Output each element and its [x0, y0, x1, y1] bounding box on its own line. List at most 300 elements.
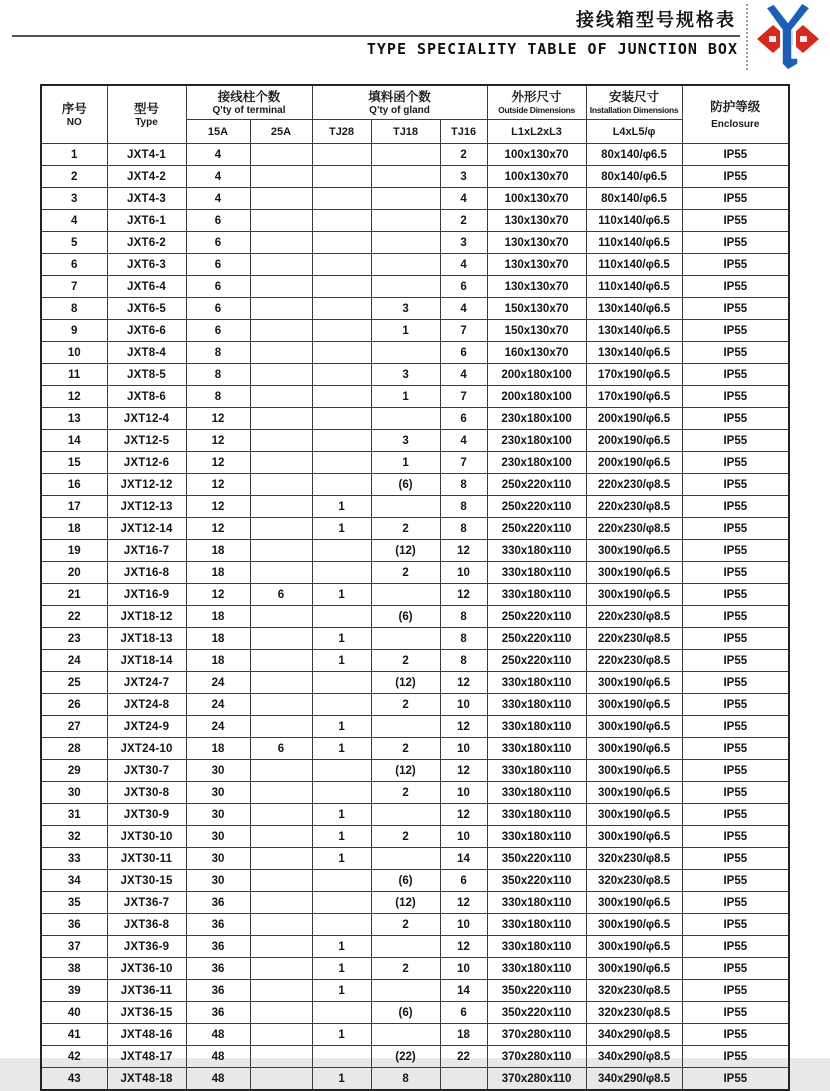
cell-no: 10 [41, 342, 107, 364]
cell-tj28 [312, 408, 371, 430]
cell-install-dim: 300x190/φ6.5 [586, 804, 682, 826]
cell-outside-dim: 330x180x110 [487, 760, 586, 782]
cell-outside-dim: 330x180x110 [487, 584, 586, 606]
cell-tj28 [312, 166, 371, 188]
table-row [41, 166, 789, 188]
cell-25a [250, 1002, 312, 1024]
cell-tj16: 10 [440, 738, 487, 760]
cell-enclosure: IP55 [682, 430, 789, 452]
cell-no: 21 [41, 584, 107, 606]
cell-enclosure: IP55 [682, 452, 789, 474]
cell-install-dim: 110x140/φ6.5 [586, 276, 682, 298]
cell-tj16: 14 [440, 980, 487, 1002]
table-row [41, 518, 789, 540]
table-row [41, 452, 789, 474]
table-row [41, 188, 789, 210]
cell-tj18 [371, 584, 440, 606]
cell-tj18: 2 [371, 694, 440, 716]
cell-25a [250, 188, 312, 210]
cell-type: JXT12-6 [107, 452, 186, 474]
col-group-terminal-en: Q'ty of terminal [212, 104, 286, 116]
page-title-english: TYPE SPECIALITY TABLE OF JUNCTION BOX [366, 40, 738, 58]
cell-tj18: 2 [371, 518, 440, 540]
cell-25a [250, 672, 312, 694]
cell-tj18: (12) [371, 672, 440, 694]
cell-outside-dim: 100x130x70 [487, 166, 586, 188]
cell-no: 5 [41, 232, 107, 254]
cell-type: JXT4-2 [107, 166, 186, 188]
cell-enclosure: IP55 [682, 386, 789, 408]
cell-no: 38 [41, 958, 107, 980]
cell-25a [250, 958, 312, 980]
table-row [41, 738, 789, 760]
cell-outside-dim: 250x220x110 [487, 628, 586, 650]
cell-type: JXT16-8 [107, 562, 186, 584]
cell-type: JXT12-4 [107, 408, 186, 430]
cell-tj16: 6 [440, 276, 487, 298]
cell-install-dim: 110x140/φ6.5 [586, 254, 682, 276]
cell-enclosure: IP55 [682, 848, 789, 870]
cell-tj28 [312, 1046, 371, 1068]
cell-15a: 4 [186, 188, 250, 210]
cell-no: 27 [41, 716, 107, 738]
cell-install-dim: 300x190/φ6.5 [586, 760, 682, 782]
table-row [41, 540, 789, 562]
cell-tj28: 1 [312, 980, 371, 1002]
col-header-tj16: TJ16 [440, 120, 487, 144]
table-row [41, 914, 789, 936]
col-header-enclosure [682, 85, 789, 144]
cell-25a [250, 914, 312, 936]
cell-25a: 6 [250, 738, 312, 760]
cell-install-dim: 80x140/φ6.5 [586, 188, 682, 210]
cell-15a: 6 [186, 232, 250, 254]
cell-15a: 18 [186, 606, 250, 628]
cell-tj18 [371, 232, 440, 254]
cell-enclosure: IP55 [682, 694, 789, 716]
cell-type: JXT6-3 [107, 254, 186, 276]
table-row [41, 584, 789, 606]
cell-tj28 [312, 782, 371, 804]
cell-install-dim: 200x190/φ6.5 [586, 408, 682, 430]
cell-enclosure: IP55 [682, 716, 789, 738]
cell-15a: 12 [186, 408, 250, 430]
table-row [41, 870, 789, 892]
cell-enclosure: IP55 [682, 540, 789, 562]
cell-type: JXT36-8 [107, 914, 186, 936]
cell-tj18 [371, 980, 440, 1002]
cell-15a: 8 [186, 364, 250, 386]
table-row [41, 320, 789, 342]
cell-15a: 12 [186, 496, 250, 518]
cell-no: 42 [41, 1046, 107, 1068]
cell-tj18: 1 [371, 452, 440, 474]
cell-tj18: 3 [371, 364, 440, 386]
table-row [41, 628, 789, 650]
brand-logo-icon [752, 2, 824, 72]
cell-tj28 [312, 562, 371, 584]
cell-tj28 [312, 320, 371, 342]
cell-25a [250, 474, 312, 496]
cell-no: 17 [41, 496, 107, 518]
table-row [41, 232, 789, 254]
cell-25a [250, 320, 312, 342]
cell-15a: 12 [186, 430, 250, 452]
cell-tj18 [371, 804, 440, 826]
cell-outside-dim: 100x130x70 [487, 188, 586, 210]
cell-type: JXT6-6 [107, 320, 186, 342]
cell-tj16: 4 [440, 254, 487, 276]
cell-15a: 18 [186, 628, 250, 650]
cell-type: JXT12-12 [107, 474, 186, 496]
cell-tj18: (6) [371, 1002, 440, 1024]
cell-no: 37 [41, 936, 107, 958]
cell-install-dim: 300x190/φ6.5 [586, 826, 682, 848]
cell-install-dim: 300x190/φ6.5 [586, 738, 682, 760]
table-row [41, 210, 789, 232]
table-row [41, 408, 789, 430]
cell-15a: 30 [186, 848, 250, 870]
cell-25a [250, 562, 312, 584]
cell-25a [250, 716, 312, 738]
cell-25a [250, 650, 312, 672]
cell-outside-dim: 330x180x110 [487, 826, 586, 848]
cell-tj18: 8 [371, 1068, 440, 1091]
cell-no: 3 [41, 188, 107, 210]
cell-install-dim: 320x230/φ8.5 [586, 870, 682, 892]
cell-install-dim: 220x230/φ8.5 [586, 606, 682, 628]
cell-25a [250, 1024, 312, 1046]
cell-tj18: 2 [371, 958, 440, 980]
cell-tj18 [371, 936, 440, 958]
col-header-outside-zh: 外形尺寸 [511, 90, 562, 104]
col-header-tj18: TJ18 [371, 120, 440, 144]
cell-outside-dim: 350x220x110 [487, 980, 586, 1002]
cell-tj16: 6 [440, 1002, 487, 1024]
col-header-no-en: NO [66, 116, 82, 128]
cell-no: 33 [41, 848, 107, 870]
cell-tj16: 12 [440, 936, 487, 958]
cell-enclosure: IP55 [682, 276, 789, 298]
cell-15a: 30 [186, 870, 250, 892]
table-row [41, 1024, 789, 1046]
cell-tj16: 12 [440, 584, 487, 606]
cell-no: 13 [41, 408, 107, 430]
spec-table-container [40, 84, 790, 1091]
cell-tj28: 1 [312, 848, 371, 870]
cell-tj28 [312, 474, 371, 496]
cell-install-dim: 300x190/φ6.5 [586, 694, 682, 716]
cell-no: 18 [41, 518, 107, 540]
table-row [41, 936, 789, 958]
cell-15a: 30 [186, 782, 250, 804]
cell-15a: 30 [186, 804, 250, 826]
cell-install-dim: 320x230/φ8.5 [586, 1002, 682, 1024]
cell-tj28 [312, 914, 371, 936]
cell-tj28: 1 [312, 518, 371, 540]
cell-15a: 18 [186, 562, 250, 584]
cell-tj28 [312, 892, 371, 914]
cell-no: 32 [41, 826, 107, 848]
table-row [41, 672, 789, 694]
cell-outside-dim: 250x220x110 [487, 606, 586, 628]
table-row [41, 342, 789, 364]
table-row [41, 716, 789, 738]
cell-15a: 48 [186, 1024, 250, 1046]
cell-15a: 30 [186, 760, 250, 782]
cell-install-dim: 340x290/φ8.5 [586, 1046, 682, 1068]
cell-outside-dim: 330x180x110 [487, 694, 586, 716]
cell-tj28: 1 [312, 958, 371, 980]
cell-15a: 12 [186, 452, 250, 474]
cell-25a [250, 342, 312, 364]
cell-tj28: 1 [312, 496, 371, 518]
cell-install-dim: 320x230/φ8.5 [586, 848, 682, 870]
cell-install-dim: 320x230/φ8.5 [586, 980, 682, 1002]
cell-type: JXT30-9 [107, 804, 186, 826]
cell-type: JXT8-5 [107, 364, 186, 386]
cell-type: JXT36-15 [107, 1002, 186, 1024]
cell-outside-dim: 200x180x100 [487, 386, 586, 408]
cell-type: JXT30-11 [107, 848, 186, 870]
cell-install-dim: 300x190/φ6.5 [586, 914, 682, 936]
cell-type: JXT36-7 [107, 892, 186, 914]
cell-tj28: 1 [312, 826, 371, 848]
cell-install-dim: 130x140/φ6.5 [586, 298, 682, 320]
cell-no: 19 [41, 540, 107, 562]
cell-tj18: 2 [371, 650, 440, 672]
cell-25a [250, 782, 312, 804]
cell-15a: 12 [186, 584, 250, 606]
cell-install-dim: 340x290/φ8.5 [586, 1068, 682, 1091]
cell-install-dim: 300x190/φ6.5 [586, 562, 682, 584]
cell-enclosure: IP55 [682, 804, 789, 826]
cell-outside-dim: 230x180x100 [487, 430, 586, 452]
cell-tj16: 3 [440, 166, 487, 188]
cell-tj18 [371, 144, 440, 166]
cell-tj18: 3 [371, 298, 440, 320]
table-row [41, 606, 789, 628]
cell-type: JXT12-5 [107, 430, 186, 452]
cell-type: JXT18-14 [107, 650, 186, 672]
cell-no: 30 [41, 782, 107, 804]
table-row [41, 1046, 789, 1068]
cell-15a: 6 [186, 254, 250, 276]
cell-25a [250, 430, 312, 452]
cell-type: JXT6-4 [107, 276, 186, 298]
cell-install-dim: 220x230/φ8.5 [586, 518, 682, 540]
cell-tj16: 7 [440, 320, 487, 342]
cell-tj28: 1 [312, 716, 371, 738]
cell-enclosure: IP55 [682, 1024, 789, 1046]
cell-type: JXT6-5 [107, 298, 186, 320]
cell-15a: 36 [186, 958, 250, 980]
cell-outside-dim: 230x180x100 [487, 408, 586, 430]
cell-15a: 18 [186, 738, 250, 760]
cell-enclosure: IP55 [682, 892, 789, 914]
cell-enclosure: IP55 [682, 210, 789, 232]
cell-tj28: 1 [312, 738, 371, 760]
cell-25a [250, 1068, 312, 1091]
cell-tj28 [312, 870, 371, 892]
cell-25a [250, 276, 312, 298]
cell-outside-dim: 200x180x100 [487, 364, 586, 386]
cell-type: JXT36-9 [107, 936, 186, 958]
col-header-enclosure-zh: 防护等级 [710, 99, 761, 114]
cell-tj16: 12 [440, 716, 487, 738]
table-row [41, 826, 789, 848]
table-row [41, 980, 789, 1002]
cell-type: JXT36-10 [107, 958, 186, 980]
cell-25a [250, 232, 312, 254]
cell-tj16: 10 [440, 782, 487, 804]
cell-no: 36 [41, 914, 107, 936]
cell-tj28 [312, 232, 371, 254]
cell-tj16: 12 [440, 804, 487, 826]
cell-25a [250, 210, 312, 232]
cell-no: 9 [41, 320, 107, 342]
table-row [41, 474, 789, 496]
cell-15a: 12 [186, 518, 250, 540]
cell-15a: 30 [186, 826, 250, 848]
cell-enclosure: IP55 [682, 936, 789, 958]
cell-tj16: 8 [440, 474, 487, 496]
cell-enclosure: IP55 [682, 364, 789, 386]
col-header-l4l5: L4xL5/φ [586, 120, 682, 144]
table-row [41, 782, 789, 804]
cell-outside-dim: 370x280x110 [487, 1046, 586, 1068]
cell-tj18 [371, 210, 440, 232]
cell-install-dim: 300x190/φ6.5 [586, 958, 682, 980]
cell-type: JXT24-7 [107, 672, 186, 694]
cell-15a: 36 [186, 980, 250, 1002]
cell-tj28 [312, 144, 371, 166]
cell-enclosure: IP55 [682, 738, 789, 760]
cell-tj28 [312, 760, 371, 782]
cell-enclosure: IP55 [682, 760, 789, 782]
table-row [41, 276, 789, 298]
cell-tj28 [312, 386, 371, 408]
cell-no: 24 [41, 650, 107, 672]
cell-outside-dim: 370x280x110 [487, 1024, 586, 1046]
cell-tj28: 1 [312, 1024, 371, 1046]
cell-tj16: 14 [440, 848, 487, 870]
col-header-type-en: Type [135, 116, 158, 128]
cell-outside-dim: 150x130x70 [487, 298, 586, 320]
cell-tj18 [371, 408, 440, 430]
cell-15a: 18 [186, 540, 250, 562]
cell-tj16: 12 [440, 892, 487, 914]
cell-no: 16 [41, 474, 107, 496]
table-header [41, 85, 789, 144]
cell-install-dim: 300x190/φ6.5 [586, 936, 682, 958]
cell-type: JXT6-2 [107, 232, 186, 254]
cell-tj16: 6 [440, 408, 487, 430]
cell-tj16 [440, 1068, 487, 1091]
cell-25a [250, 1046, 312, 1068]
cell-type: JXT24-8 [107, 694, 186, 716]
table-row [41, 144, 789, 166]
cell-tj18: 1 [371, 386, 440, 408]
cell-25a [250, 606, 312, 628]
cell-15a: 48 [186, 1046, 250, 1068]
cell-install-dim: 300x190/φ6.5 [586, 782, 682, 804]
col-header-enclosure-en: Enclosure [711, 118, 760, 130]
cell-no: 11 [41, 364, 107, 386]
cell-install-dim: 200x190/φ6.5 [586, 452, 682, 474]
cell-enclosure: IP55 [682, 518, 789, 540]
col-header-25a: 25A [250, 120, 312, 144]
cell-install-dim: 220x230/φ8.5 [586, 496, 682, 518]
cell-15a: 36 [186, 936, 250, 958]
cell-install-dim: 170x190/φ6.5 [586, 364, 682, 386]
cell-tj16: 7 [440, 452, 487, 474]
cell-tj16: 4 [440, 364, 487, 386]
col-group-gland-zh: 填料函个数 [368, 89, 431, 104]
cell-no: 2 [41, 166, 107, 188]
cell-type: JXT18-13 [107, 628, 186, 650]
cell-type: JXT12-14 [107, 518, 186, 540]
cell-no: 23 [41, 628, 107, 650]
cell-tj16: 8 [440, 606, 487, 628]
cell-tj16: 10 [440, 826, 487, 848]
col-header-type-zh: 型号 [133, 101, 159, 116]
cell-outside-dim: 330x180x110 [487, 672, 586, 694]
cell-type: JXT8-4 [107, 342, 186, 364]
cell-tj28: 1 [312, 628, 371, 650]
title-divider [12, 35, 740, 37]
cell-tj18: (12) [371, 892, 440, 914]
table-row [41, 892, 789, 914]
cell-outside-dim: 370x280x110 [487, 1068, 586, 1091]
cell-tj16: 2 [440, 210, 487, 232]
col-header-outside [487, 85, 586, 120]
cell-outside-dim: 330x180x110 [487, 958, 586, 980]
cell-tj18: 2 [371, 738, 440, 760]
table-row [41, 1002, 789, 1024]
col-header-install-zh: 安装尺寸 [609, 90, 660, 104]
cell-outside-dim: 330x180x110 [487, 738, 586, 760]
table-row [41, 694, 789, 716]
cell-tj18 [371, 716, 440, 738]
cell-install-dim: 110x140/φ6.5 [586, 232, 682, 254]
cell-tj18 [371, 188, 440, 210]
cell-type: JXT48-18 [107, 1068, 186, 1091]
cell-tj28 [312, 452, 371, 474]
cell-tj18: 2 [371, 914, 440, 936]
cell-tj28 [312, 1002, 371, 1024]
cell-25a [250, 408, 312, 430]
cell-tj28 [312, 342, 371, 364]
cell-type: JXT30-7 [107, 760, 186, 782]
cell-enclosure: IP55 [682, 496, 789, 518]
cell-outside-dim: 330x180x110 [487, 804, 586, 826]
cell-type: JXT6-1 [107, 210, 186, 232]
cell-type: JXT12-13 [107, 496, 186, 518]
col-header-outside-en: Outside Dimensions [498, 105, 575, 115]
cell-outside-dim: 160x130x70 [487, 342, 586, 364]
cell-enclosure: IP55 [682, 914, 789, 936]
cell-enclosure: IP55 [682, 254, 789, 276]
cell-25a [250, 870, 312, 892]
cell-outside-dim: 250x220x110 [487, 496, 586, 518]
cell-type: JXT16-7 [107, 540, 186, 562]
cell-tj18 [371, 276, 440, 298]
cell-tj28 [312, 672, 371, 694]
cell-tj28 [312, 276, 371, 298]
cell-install-dim: 130x140/φ6.5 [586, 342, 682, 364]
cell-tj16: 10 [440, 562, 487, 584]
